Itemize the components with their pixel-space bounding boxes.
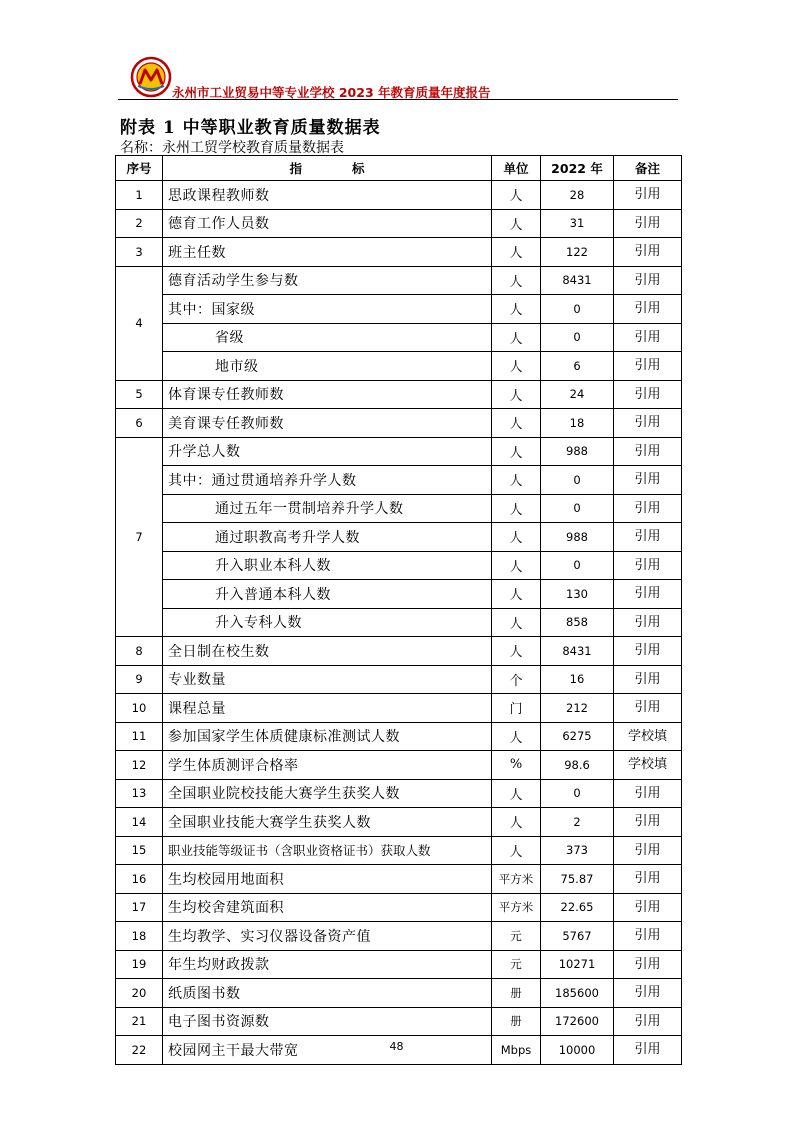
table-row bbox=[116, 722, 682, 751]
row-value: 122 bbox=[541, 238, 614, 267]
row-value: 0 bbox=[541, 466, 614, 495]
row-note: 引用 bbox=[614, 409, 682, 438]
table-row bbox=[116, 209, 682, 238]
row-number: 9 bbox=[116, 665, 163, 694]
row-number: 17 bbox=[116, 893, 163, 922]
header-unit: 单位 bbox=[492, 156, 541, 181]
row-indicator: 通过职教高考升学人数 bbox=[163, 523, 492, 552]
row-indicator: 生均教学、实习仪器设备资产值 bbox=[163, 922, 492, 951]
row-value: 858 bbox=[541, 608, 614, 637]
row-unit: 册 bbox=[492, 979, 541, 1008]
row-note: 引用 bbox=[614, 950, 682, 979]
table-row bbox=[116, 893, 682, 922]
table-row bbox=[116, 409, 682, 438]
row-value: 28 bbox=[541, 181, 614, 210]
row-value: 24 bbox=[541, 380, 614, 409]
row-value: 0 bbox=[541, 779, 614, 808]
row-unit: 人 bbox=[492, 779, 541, 808]
row-indicator: 省级 bbox=[163, 323, 492, 352]
row-value: 988 bbox=[541, 523, 614, 552]
row-note: 引用 bbox=[614, 608, 682, 637]
row-unit: 人 bbox=[492, 523, 541, 552]
table-row bbox=[116, 694, 682, 723]
table-row bbox=[116, 437, 682, 466]
row-note: 引用 bbox=[614, 979, 682, 1008]
table-row bbox=[116, 494, 682, 523]
row-unit: 人 bbox=[492, 637, 541, 666]
row-unit: 人 bbox=[492, 352, 541, 381]
row-unit: 人 bbox=[492, 494, 541, 523]
school-logo-icon bbox=[130, 56, 172, 98]
quality-data-table bbox=[115, 155, 682, 1065]
table-row bbox=[116, 608, 682, 637]
row-number: 21 bbox=[116, 1007, 163, 1036]
row-value: 10000 bbox=[541, 1036, 614, 1065]
header-year: 2022 年 bbox=[541, 156, 614, 181]
row-indicator: 职业技能等级证书（含职业资格证书）获取人数 bbox=[163, 836, 492, 865]
row-value: 75.87 bbox=[541, 865, 614, 894]
row-value: 988 bbox=[541, 437, 614, 466]
row-unit: 人 bbox=[492, 608, 541, 637]
table-row bbox=[116, 950, 682, 979]
row-note: 引用 bbox=[614, 779, 682, 808]
row-value: 5767 bbox=[541, 922, 614, 951]
row-indicator: 升入职业本科人数 bbox=[163, 551, 492, 580]
header-note: 备注 bbox=[614, 156, 682, 181]
table-row bbox=[116, 836, 682, 865]
table-row bbox=[116, 751, 682, 780]
row-number: 2 bbox=[116, 209, 163, 238]
table-row bbox=[116, 238, 682, 267]
row-value: 0 bbox=[541, 323, 614, 352]
header-indicator: 指 标 bbox=[163, 156, 492, 181]
row-unit: 人 bbox=[492, 466, 541, 495]
row-number: 5 bbox=[116, 380, 163, 409]
row-indicator: 纸质图书数 bbox=[163, 979, 492, 1008]
table-row bbox=[116, 466, 682, 495]
row-note: 引用 bbox=[614, 494, 682, 523]
row-value: 212 bbox=[541, 694, 614, 723]
row-value: 18 bbox=[541, 409, 614, 438]
row-number: 15 bbox=[116, 836, 163, 865]
row-number: 8 bbox=[116, 637, 163, 666]
row-indicator: 美育课专任教师数 bbox=[163, 409, 492, 438]
row-note: 学校填 bbox=[614, 751, 682, 780]
row-number: 6 bbox=[116, 409, 163, 438]
row-unit: 平方米 bbox=[492, 865, 541, 894]
table-row bbox=[116, 523, 682, 552]
row-note: 引用 bbox=[614, 665, 682, 694]
row-note: 引用 bbox=[614, 893, 682, 922]
table-row bbox=[116, 637, 682, 666]
row-value: 0 bbox=[541, 494, 614, 523]
row-indicator: 德育工作人员数 bbox=[163, 209, 492, 238]
row-indicator: 生均校园用地面积 bbox=[163, 865, 492, 894]
row-note: 引用 bbox=[614, 694, 682, 723]
row-note: 引用 bbox=[614, 380, 682, 409]
row-unit: % bbox=[492, 751, 541, 780]
row-unit: 人 bbox=[492, 380, 541, 409]
row-number: 7 bbox=[116, 437, 163, 637]
row-note: 引用 bbox=[614, 523, 682, 552]
table-row bbox=[116, 181, 682, 210]
row-note: 引用 bbox=[614, 181, 682, 210]
header-no: 序号 bbox=[116, 156, 163, 181]
row-indicator: 体育课专任教师数 bbox=[163, 380, 492, 409]
row-unit: Mbps bbox=[492, 1036, 541, 1065]
row-unit: 人 bbox=[492, 266, 541, 295]
row-value: 98.6 bbox=[541, 751, 614, 780]
row-note: 引用 bbox=[614, 551, 682, 580]
row-value: 0 bbox=[541, 551, 614, 580]
row-note: 引用 bbox=[614, 238, 682, 267]
row-indicator: 全日制在校生数 bbox=[163, 637, 492, 666]
row-number: 3 bbox=[116, 238, 163, 267]
row-note: 引用 bbox=[614, 836, 682, 865]
table-subtitle: 名称：永州工贸学校教育质量数据表 bbox=[120, 140, 344, 156]
row-value: 0 bbox=[541, 295, 614, 324]
row-unit: 门 bbox=[492, 694, 541, 723]
table-row bbox=[116, 808, 682, 837]
report-header bbox=[118, 54, 678, 102]
row-value: 8431 bbox=[541, 266, 614, 295]
row-indicator: 全国职业院校技能大赛学生获奖人数 bbox=[163, 779, 492, 808]
row-indicator: 参加国家学生体质健康标准测试人数 bbox=[163, 722, 492, 751]
row-indicator: 专业数量 bbox=[163, 665, 492, 694]
row-unit: 个 bbox=[492, 665, 541, 694]
row-indicator: 地市级 bbox=[163, 352, 492, 381]
row-value: 8431 bbox=[541, 637, 614, 666]
row-number: 14 bbox=[116, 808, 163, 837]
row-unit: 人 bbox=[492, 580, 541, 609]
table-row bbox=[116, 323, 682, 352]
row-value: 31 bbox=[541, 209, 614, 238]
row-number: 4 bbox=[116, 266, 163, 380]
row-unit: 元 bbox=[492, 950, 541, 979]
row-unit: 人 bbox=[492, 209, 541, 238]
row-unit: 人 bbox=[492, 437, 541, 466]
row-number: 12 bbox=[116, 751, 163, 780]
row-indicator: 全国职业技能大赛学生获奖人数 bbox=[163, 808, 492, 837]
row-unit: 人 bbox=[492, 295, 541, 324]
row-value: 22.65 bbox=[541, 893, 614, 922]
row-indicator: 课程总量 bbox=[163, 694, 492, 723]
row-value: 10271 bbox=[541, 950, 614, 979]
row-indicator: 年生均财政拨款 bbox=[163, 950, 492, 979]
row-value: 16 bbox=[541, 665, 614, 694]
row-indicator: 思政课程教师数 bbox=[163, 181, 492, 210]
row-note: 引用 bbox=[614, 865, 682, 894]
row-unit: 人 bbox=[492, 409, 541, 438]
row-indicator: 升入专科人数 bbox=[163, 608, 492, 637]
row-indicator: 生均校舍建筑面积 bbox=[163, 893, 492, 922]
row-value: 130 bbox=[541, 580, 614, 609]
row-indicator: 升学总人数 bbox=[163, 437, 492, 466]
table-row bbox=[116, 1007, 682, 1036]
row-number: 1 bbox=[116, 181, 163, 210]
row-note: 引用 bbox=[614, 266, 682, 295]
row-indicator: 升入普通本科人数 bbox=[163, 580, 492, 609]
row-indicator: 其中：通过贯通培养升学人数 bbox=[163, 466, 492, 495]
table-header-row bbox=[116, 156, 682, 181]
row-unit: 人 bbox=[492, 551, 541, 580]
row-indicator: 电子图书资源数 bbox=[163, 1007, 492, 1036]
row-indicator: 通过五年一贯制培养升学人数 bbox=[163, 494, 492, 523]
page-number: 48 bbox=[389, 1040, 404, 1053]
table-row bbox=[116, 665, 682, 694]
row-unit: 人 bbox=[492, 808, 541, 837]
row-note: 引用 bbox=[614, 323, 682, 352]
table-caption: 附表 1 中等职业教育质量数据表 bbox=[120, 118, 381, 138]
row-note: 引用 bbox=[614, 808, 682, 837]
row-indicator: 德育活动学生参与数 bbox=[163, 266, 492, 295]
row-number: 16 bbox=[116, 865, 163, 894]
row-number: 20 bbox=[116, 979, 163, 1008]
row-indicator: 学生体质测评合格率 bbox=[163, 751, 492, 780]
row-indicator: 校园网主干最大带宽 bbox=[163, 1036, 492, 1065]
table-row bbox=[116, 295, 682, 324]
row-note: 引用 bbox=[614, 922, 682, 951]
table-row bbox=[116, 979, 682, 1008]
row-note: 引用 bbox=[614, 637, 682, 666]
row-unit: 平方米 bbox=[492, 893, 541, 922]
row-number: 10 bbox=[116, 694, 163, 723]
row-unit: 册 bbox=[492, 1007, 541, 1036]
row-value: 6 bbox=[541, 352, 614, 381]
row-indicator: 班主任数 bbox=[163, 238, 492, 267]
row-unit: 人 bbox=[492, 238, 541, 267]
row-unit: 人 bbox=[492, 722, 541, 751]
row-unit: 元 bbox=[492, 922, 541, 951]
row-number: 19 bbox=[116, 950, 163, 979]
row-note: 引用 bbox=[614, 580, 682, 609]
table-row bbox=[116, 580, 682, 609]
row-value: 373 bbox=[541, 836, 614, 865]
table-row bbox=[116, 352, 682, 381]
row-note: 引用 bbox=[614, 1007, 682, 1036]
table-row bbox=[116, 551, 682, 580]
row-note: 学校填 bbox=[614, 722, 682, 751]
row-note: 引用 bbox=[614, 437, 682, 466]
table-row bbox=[116, 779, 682, 808]
row-value: 172600 bbox=[541, 1007, 614, 1036]
row-value: 6275 bbox=[541, 722, 614, 751]
row-value: 185600 bbox=[541, 979, 614, 1008]
row-number: 18 bbox=[116, 922, 163, 951]
row-note: 引用 bbox=[614, 1036, 682, 1065]
row-unit: 人 bbox=[492, 181, 541, 210]
row-indicator: 其中：国家级 bbox=[163, 295, 492, 324]
row-note: 引用 bbox=[614, 209, 682, 238]
table-row bbox=[116, 922, 682, 951]
row-note: 引用 bbox=[614, 295, 682, 324]
table-row bbox=[116, 380, 682, 409]
row-note: 引用 bbox=[614, 352, 682, 381]
row-number: 11 bbox=[116, 722, 163, 751]
row-unit: 人 bbox=[492, 836, 541, 865]
row-note: 引用 bbox=[614, 466, 682, 495]
row-number: 22 bbox=[116, 1036, 163, 1065]
report-header-title: 永州市工业贸易中等专业学校 2023 年教育质量年度报告 bbox=[172, 85, 491, 100]
header-divider bbox=[118, 99, 678, 100]
table-row bbox=[116, 865, 682, 894]
table-row bbox=[116, 266, 682, 295]
row-unit: 人 bbox=[492, 323, 541, 352]
row-number: 13 bbox=[116, 779, 163, 808]
row-value: 2 bbox=[541, 808, 614, 837]
